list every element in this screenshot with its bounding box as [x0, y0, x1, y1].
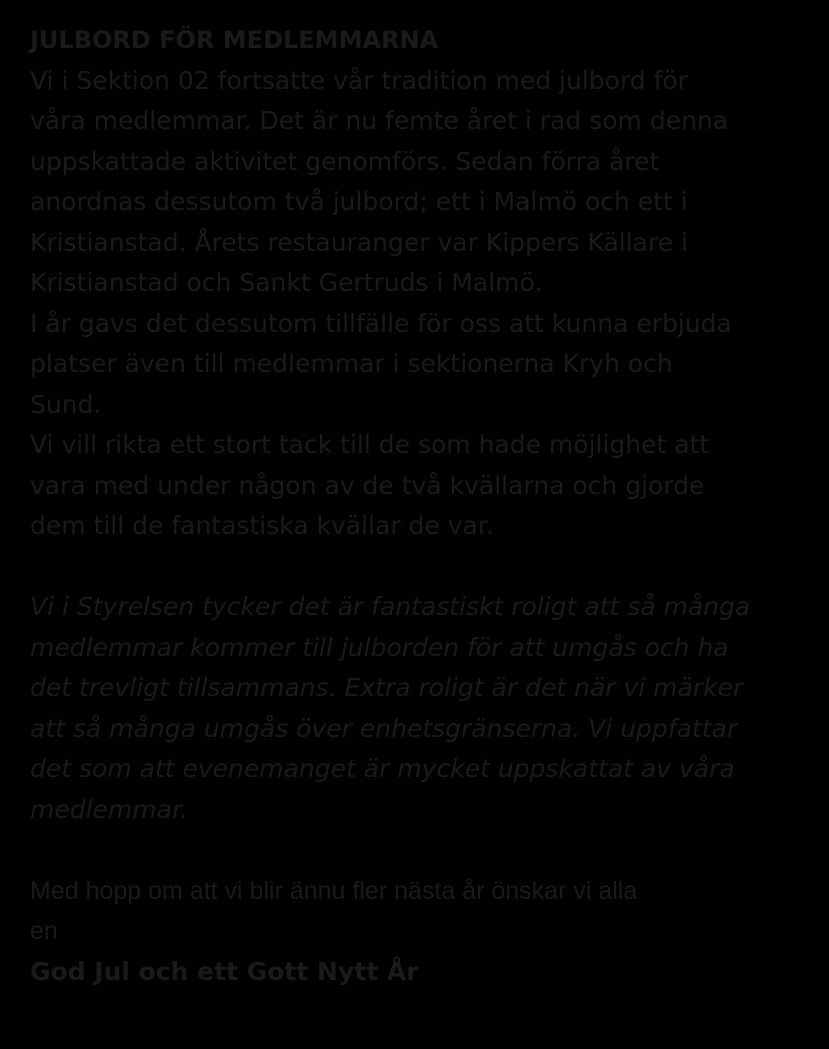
statement-line: medlemmar. — [30, 794, 188, 824]
body-line: I år gavs det dessutom tillfälle för oss att kunna erbjuda — [30, 308, 732, 338]
body-line: Sund. — [30, 389, 102, 419]
board-statement — [30, 587, 810, 830]
statement-line: Vi i Styrelsen tycker det är fantastiskt roligt att så många — [30, 592, 751, 621]
body-line: våra medlemmar. Det är nu femte året i rad som denna — [30, 106, 729, 135]
paragraph-spacer — [30, 547, 810, 588]
statement-line: det som att evenemanget är mycket uppskattat av våra — [30, 754, 735, 783]
article-body — [30, 61, 810, 547]
article — [30, 20, 810, 992]
article-heading: JULBORD FÖR MEDLEMMARNA — [30, 26, 439, 54]
body-line: Kristianstad. Årets restauranger var Kippers Källare i — [30, 227, 689, 257]
closing-line: Med hopp om att vi blir ännu fler nästa år önskar vi alla — [30, 876, 638, 905]
body-line: uppskattade aktivitet genomförs. Sedan förra året — [30, 146, 660, 176]
closing-wish — [30, 871, 810, 952]
statement-line: medlemmar kommer till julborden för att umgås och ha — [30, 632, 729, 662]
body-line: vara med under någon av de två kvällarna och gjorde — [30, 470, 705, 500]
statement-line: det trevligt tillsammans. Extra roligt är det när vi märker — [30, 673, 744, 702]
closing-line: en — [30, 917, 58, 945]
body-line: Vi i Sektion 02 fortsatte vår tradition med julbord för — [30, 65, 688, 95]
body-line: anordnas dessutom två julbord; ett i Malmö och ett i — [30, 187, 688, 216]
holiday-greeting: God Jul och ett Gott Nytt År — [30, 956, 419, 986]
body-line: platser även till medlemmar i sektionerna Kryh och — [30, 349, 673, 378]
body-line: Vi vill rikta ett stort tack till de som hade möjlighet att — [30, 430, 710, 459]
statement-line: att så många umgås över enhetsgränserna. Vi uppfattar — [30, 713, 738, 743]
body-line: dem till de fantastiska kvällar de var. — [30, 511, 494, 540]
paragraph-spacer — [30, 830, 810, 871]
body-line: Kristianstad och Sankt Gertruds i Malmö. — [30, 268, 543, 297]
